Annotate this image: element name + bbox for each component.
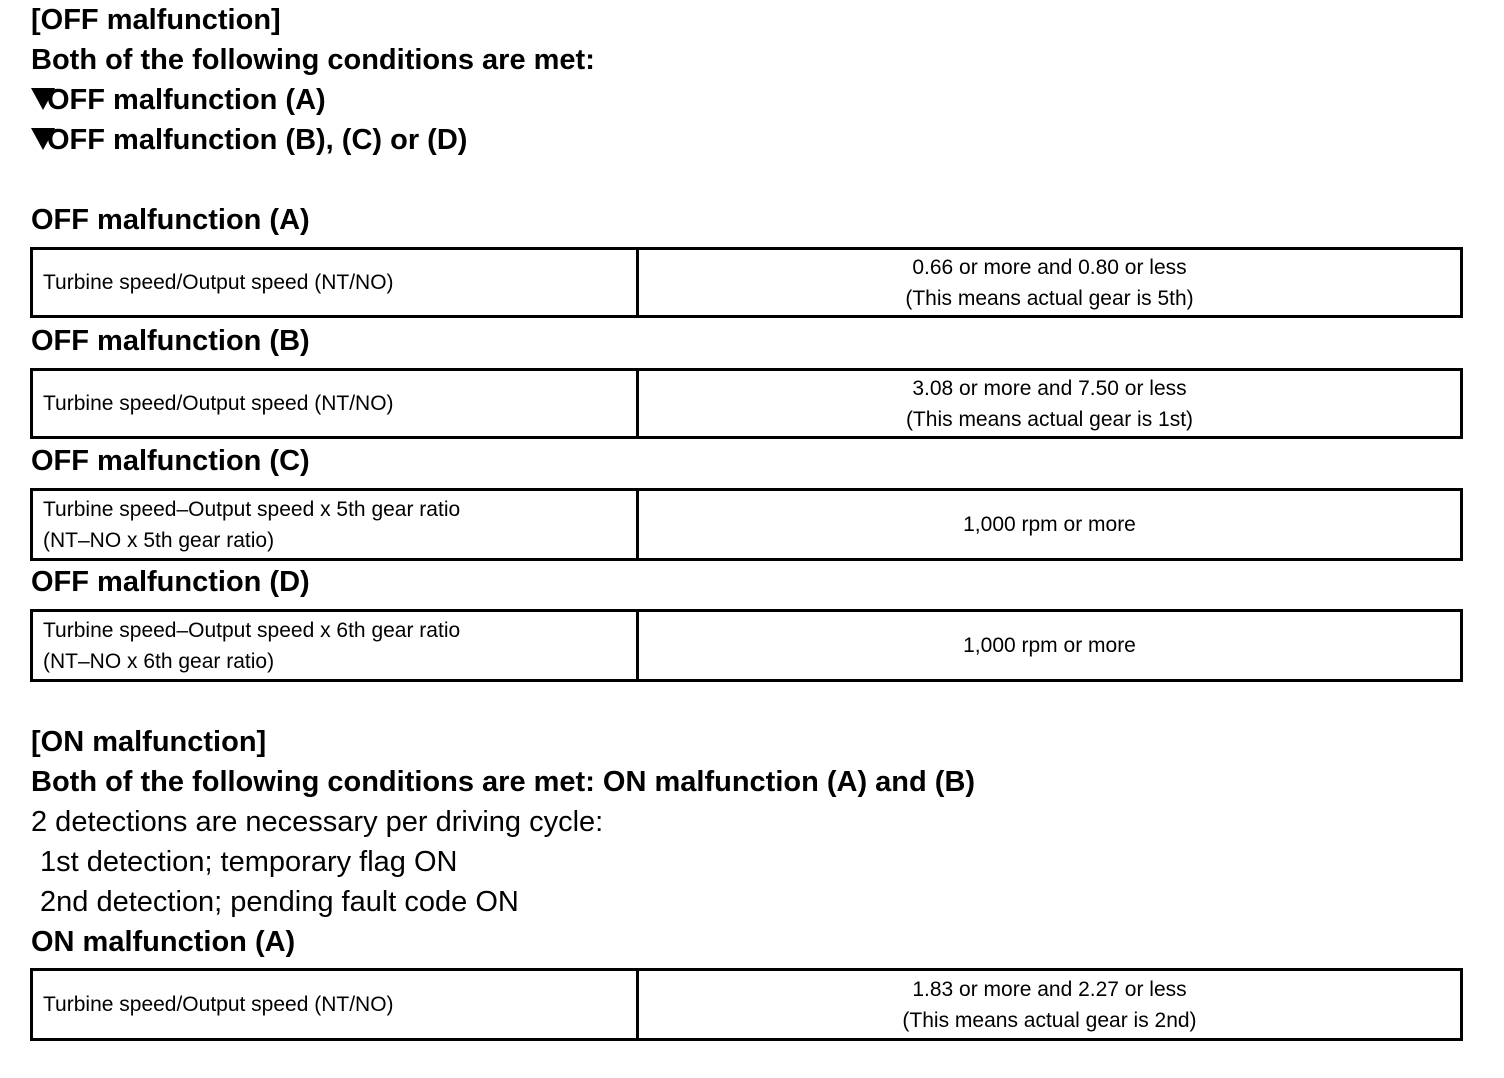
- condition-value-cell: [638, 611, 1462, 681]
- condition-label-cell: [32, 249, 638, 317]
- off-malfunction-c-title: OFF malfunction (C): [31, 445, 310, 477]
- condition-label: Turbine speed–Output speed x 5th gear ratio: [43, 497, 461, 521]
- condition-label: Turbine speed/Output speed (NT/NO): [43, 271, 394, 294]
- off-malfunction-b-table: [30, 368, 1463, 439]
- on-malfunction-heading: [ON malfunction]: [31, 726, 267, 758]
- condition-value: 3.08 or more and 7.50 or less: [912, 376, 1187, 400]
- condition-label-cell: [32, 370, 638, 438]
- condition-value: 1,000 rpm or more: [963, 634, 1136, 657]
- condition-value-note: (This means actual gear is 5th): [905, 286, 1194, 310]
- detections-note: 2 detections are necessary per driving cycle:: [31, 806, 604, 838]
- table-row: [32, 370, 1462, 438]
- off-bullet-item: [31, 83, 326, 117]
- condition-label-formula: (NT–NO x 6th gear ratio): [43, 649, 275, 673]
- condition-value-cell: [638, 249, 1462, 317]
- condition-value: 1.83 or more and 2.27 or less: [912, 977, 1187, 1001]
- off-malfunction-d-table: [30, 609, 1463, 682]
- condition-label-formula: (NT–NO x 5th gear ratio): [43, 528, 275, 552]
- condition-value-note: (This means actual gear is 2nd): [902, 1008, 1197, 1032]
- triangle-bullet-icon: [31, 88, 55, 110]
- on-malfunction-a-title: ON malfunction (A): [31, 926, 296, 958]
- off-malfunction-intro: Both of the following conditions are met:: [31, 44, 595, 76]
- detection-item: 1st detection; temporary flag ON: [40, 846, 458, 878]
- table-row: [32, 970, 1462, 1040]
- condition-value-note: (This means actual gear is 1st): [905, 407, 1194, 431]
- off-bullet-item: [31, 123, 467, 157]
- table-row: [32, 611, 1462, 681]
- condition-value: 1,000 rpm or more: [963, 513, 1136, 536]
- off-malfunction-c-table: [30, 488, 1463, 561]
- condition-label: Turbine speed/Output speed (NT/NO): [43, 392, 394, 415]
- condition-label: Turbine speed/Output speed (NT/NO): [43, 993, 394, 1016]
- on-malfunction-a-table: [30, 968, 1463, 1041]
- condition-label-cell: [32, 970, 638, 1040]
- condition-label-cell: [32, 611, 638, 681]
- condition-value-cell: [638, 370, 1462, 438]
- condition-label: Turbine speed–Output speed x 6th gear ratio: [43, 618, 461, 642]
- condition-value-cell: [638, 490, 1462, 560]
- off-malfunction-heading: [OFF malfunction]: [31, 4, 281, 36]
- on-malfunction-intro: Both of the following conditions are met: ON malfunction (A) and (B): [31, 766, 976, 798]
- off-bullet-text: OFF malfunction (A): [47, 84, 326, 116]
- off-malfunction-a-title: OFF malfunction (A): [31, 204, 310, 236]
- off-malfunction-d-title: OFF malfunction (D): [31, 566, 310, 598]
- off-malfunction-a-table: [30, 247, 1463, 318]
- triangle-bullet-icon: [31, 128, 55, 150]
- condition-value-cell: [638, 970, 1462, 1040]
- table-row: [32, 249, 1462, 317]
- condition-value: 0.66 or more and 0.80 or less: [912, 255, 1187, 279]
- condition-label-cell: [32, 490, 638, 560]
- off-bullet-text: OFF malfunction (B), (C) or (D): [47, 124, 468, 156]
- off-malfunction-b-title: OFF malfunction (B): [31, 325, 310, 357]
- table-row: [32, 490, 1462, 560]
- detection-item: 2nd detection; pending fault code ON: [40, 886, 519, 918]
